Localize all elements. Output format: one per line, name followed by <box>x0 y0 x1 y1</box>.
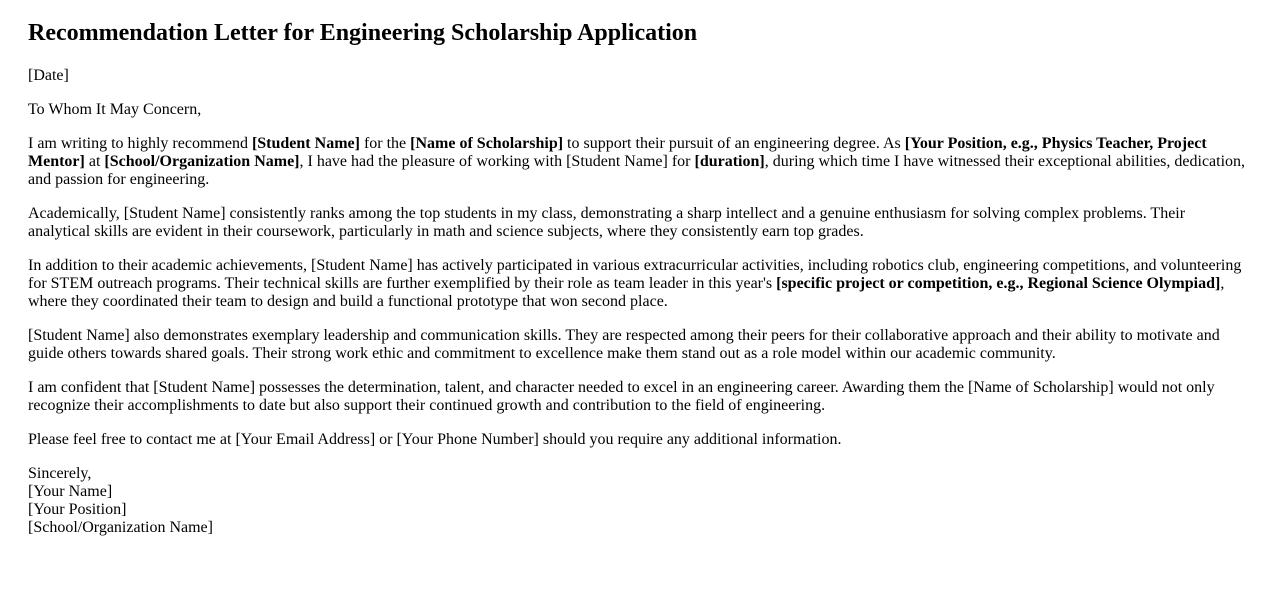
signature-block: Sincerely, [Your Name] [Your Position] [School/Organization Name] <box>28 465 213 536</box>
paragraph-leadership: [Student Name] also demonstrates exemplary leadership and communication skills. They are respected among their peers for their collaborative approach and their ability to motivate and guide others towards shared goals. Their strong work ethic and commitment to excellence make them stand out as a role model within our academic community. <box>28 327 1220 362</box>
paragraph-extracurricular: In addition to their academic achievements, [Student Name] has actively participated in various extracurricular activities, including robotics club, engineering competitions, and volunteering for STEM outreach programs. Their technical skills are further exemplified by their role as team leader in this year's [specific project or competition, e.g., Regional Science Olympiad], where they coordinated their team to design and build a functional prototype that won second place. <box>28 257 1242 310</box>
paragraph-contact: Please feel free to contact me at [Your Email Address] or [Your Phone Number] should you require any additional information. <box>28 431 842 448</box>
date-placeholder: [Date] <box>28 67 69 84</box>
paragraph-intro: I am writing to highly recommend [Student Name] for the [Name of Scholarship] to support their pursuit of an engineering degree. As [Your Position, e.g., Physics Teacher, Project Mentor] at [School/Organization Name], I have had the pleasure of working with [Student Name] for [duration], during which time I have witnessed their exceptional abilities, dedication, and passion for engineering. <box>28 135 1246 188</box>
letter-title: Recommendation Letter for Engineering Scholarship Application <box>28 20 698 46</box>
paragraph-academics: Academically, [Student Name] consistently ranks among the top students in my class, demonstrating a sharp intellect and a genuine enthusiasm for solving complex problems. Their analytical skills are evident in their coursework, particularly in math and science subjects, where they consistently earn top grades. <box>28 205 1186 240</box>
letter-document <box>28 20 1250 537</box>
salutation-line: To Whom It May Concern, <box>28 101 202 118</box>
paragraph-confidence: I am confident that [Student Name] possesses the determination, talent, and character needed to excel in an engineering career. Awarding them the [Name of Scholarship] would not only recognize their accomplishments to date but also support their continued growth and contribution to the field of engineering. <box>28 379 1215 414</box>
